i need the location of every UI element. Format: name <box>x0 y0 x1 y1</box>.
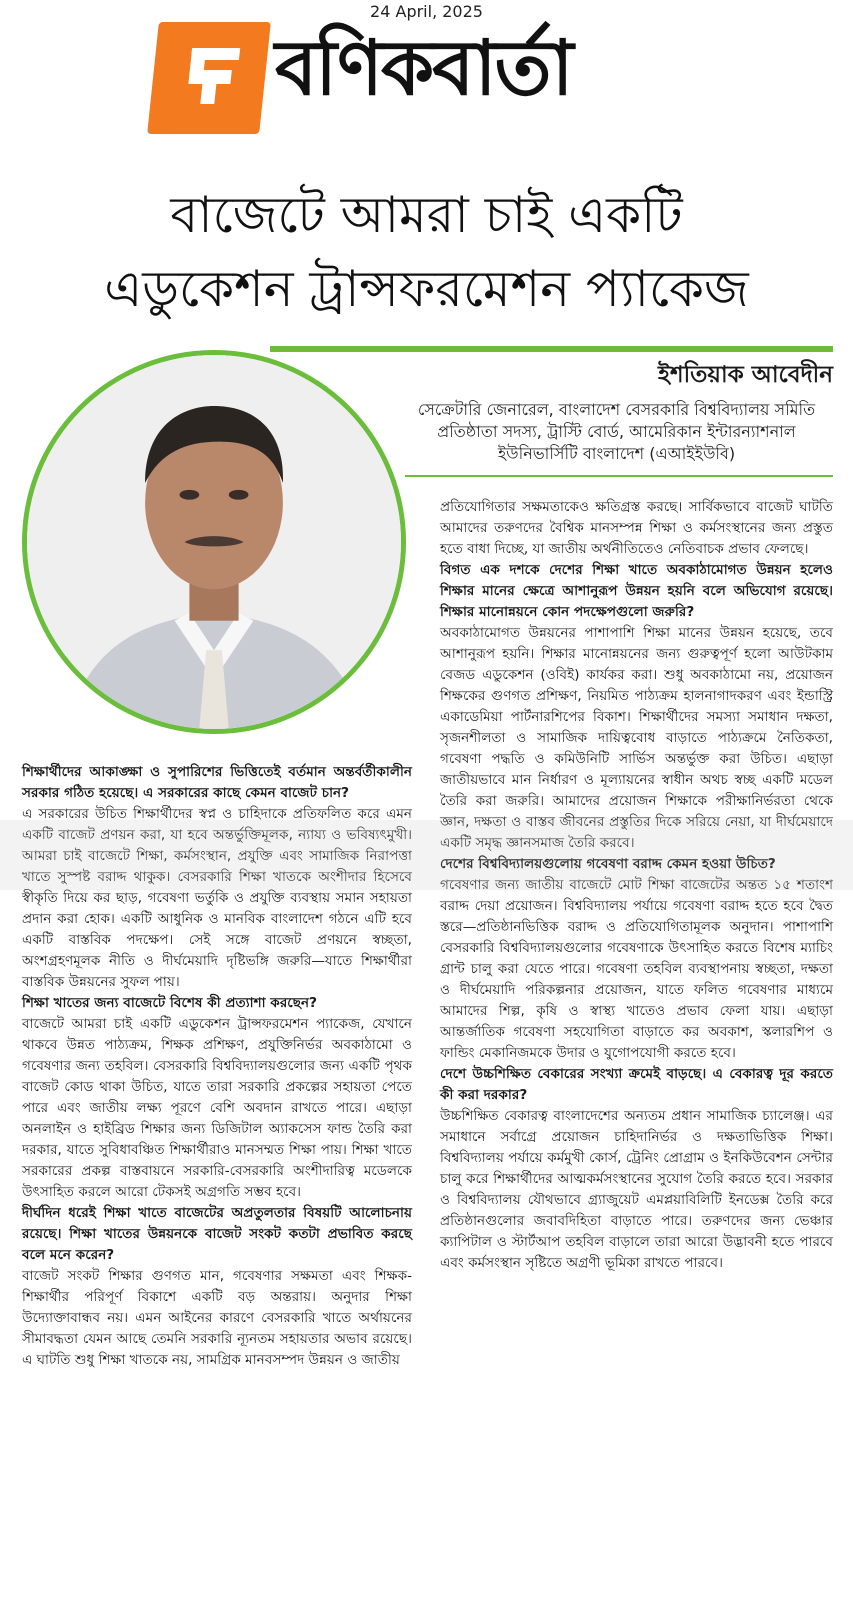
article-headline <box>10 178 843 326</box>
interview-answer: বাজেট সংকট শিক্ষার গুণগত মান, গবেষণার সক্ষমতা এবং শিক্ষক-শিক্ষার্থীর পরিপূর্ণ বিকাশে একটি বড় অন্তরায়। অনুদার শিক্ষা উদ্যোক্তাবান্ধব নয়। এমন আইনের কারণে বেসরকারি খাতে অর্থায়নের সীমাবদ্ধতা যেমন আছে তেমনি সরকারি ন্যূনতম সহায়তার অভাব রয়েছে। এ ঘাটতি শুধু শিক্ষা খাতকে নয়, সামগ্রিক মানবসম্পদ উন্নয়ন ও জাতীয় <box>22 1268 412 1368</box>
green-divider-author <box>405 475 833 477</box>
author-name: ইশতিয়াক আবেদীন <box>658 362 833 388</box>
author-role-3: ইউনিভার্সিটি বাংলাদেশ (এআইইউবি) <box>497 444 736 463</box>
interview-answer: প্রতিযোগিতার সক্ষমতাকেও ক্ষতিগ্রস্ত করছে। সার্বিকভাবে বাজেট ঘাটতি আমাদের তরুণদের বৈশ্বিক মানসম্পন্ন শিক্ষা ও কর্মসংস্থানের জন্য প্রস্তুত হতে বাধা দিচ্ছে, যা জাতীয় অর্থনীতিতেও নেতিবাচক প্রভাব ফেলছে। <box>440 499 833 557</box>
interview-answer: উচ্চশিক্ষিত বেকারত্ব বাংলাদেশের অন্যতম প্রধান সামাজিক চ্যালেঞ্জ। এর সমাধানে সর্বাগ্রে প্রয়োজন চাহিদানির্ভর ও দক্ষতাভিত্তিক শিক্ষা। বিশ্ববিদ্যালয় পর্যায়ে কর্মমুখী কোর্স, ট্রেনিং প্রোগ্রাম ও ইনকিউবেশন সেন্টার চালু করে শিক্ষার্থীদের আত্মকর্মসংস্থানের সুযোগ তৈরি করতে হবে। সরকার ও বিশ্ববিদ্যালয় যৌথভাবে গ্র্যাজুয়েট এমপ্লয়াবিলিটি ইনডেক্স তৈরি করে প্রতিষ্ঠানগুলোর জবাবদিহিতা বাড়াতে পারে। তরুণদের জন্য ভেঞ্চার ক্যাপিটাল ও স্টার্টআপ তহবিল বাড়ালে তারা আরো উদ্ভাবনী হতে পারবে এবং কর্মসংস্থান সৃষ্টিতে অগ্রণী ভূমিকা রাখতে পারবে। <box>440 1108 833 1271</box>
interview-question: শিক্ষা খাতের জন্য বাজেটে বিশেষ কী প্রত্যাশা করছেন? <box>22 995 317 1011</box>
interview-answer: এ সরকারের উচিত শিক্ষার্থীদের স্বপ্ন ও চাহিদাকে প্রতিফলিত করে এমন একটি বাজেট প্রণয়ন করা, যা হবে অন্তর্ভুক্তিমূলক, ন্যায্য ও ভবিষ্যৎমুখী। আমরা চাই বাজেটে শিক্ষা, কর্মসংস্থান, প্রযুক্তি এবং সামাজিক নিরাপত্তা খাতে সুস্পষ্ট বরাদ্দ থাকুক। বেসরকারি শিক্ষা খাতকে অংশীদার হিসেবে স্বীকৃতি দিয়ে কর ছাড়, গবেষণা ভর্তুকি ও প্রযুক্তি ব্যবস্থায় সমান সহায়তা প্রদান করা হোক। একটি আধুনিক ও মানবিক বাংলাদেশ গঠনে এটি হবে একটি বাস্তবিক পদক্ষেপ। সেই সঙ্গে বাজেট প্রণয়নে স্বচ্ছতা, অংশগ্রহণমূলক নীতি ও দীর্ঘমেয়াদি দৃষ্টিভঙ্গি জরুরি—যাতে শিক্ষার্থীরা বাস্তবিক উন্নয়নের সুফল পায়। <box>22 806 412 990</box>
interview-answer: অবকাঠামোগত উন্নয়নের পাশাপাশি শিক্ষা মানের উন্নয়ন হয়েছে, তবে আশানুরূপ হয়নি। শিক্ষার মানোন্নয়নের জন্য গুরুত্বপূর্ণ হলো আউটকাম বেজড এডুকেশন (ওবিই) কার্যকর করা। শুধু অবকাঠামো নয়, প্রয়োজন শিক্ষকের গুণগত প্রশিক্ষণ, নিয়মিত পাঠ্যক্রম হালনাগাদকরণ এবং ইন্ডাস্ট্রি একাডেমিয়া পার্টনারশিপের বিকাশ। শিক্ষার্থীদের সমস্যা সমাধান দক্ষতা, সৃজনশীলতা ও সামাজিক দায়িত্ববোধ বাড়াতে পাঠ্যক্রমে নৈতিকতা, গবেষণা পদ্ধতি ও কমিউনিটি সার্ভিস অন্তর্ভুক্ত করা উচিত। এছাড়া জাতীয়ভাবে মান নির্ধারণ ও মূল্যায়নের স্বাধীন অথচ স্বচ্ছ একটি মডেল তৈরি করা জরুরি। আমাদের প্রয়োজন শিক্ষাকে পরীক্ষানির্ভরতা থেকে জ্ঞান, দক্ষতা ও বাস্তব জীবনের প্রস্তুতির দিকে সরিয়ে নেয়া, যা দীর্ঘমেয়াদে একটি সমৃদ্ধ জ্ঞানসমাজ তৈরি করবে। <box>440 625 833 851</box>
author-role-2: প্রতিষ্ঠাতা সদস্য, ট্রাস্টি বোর্ড, আমেরিকান ইন্টারন্যাশনাল <box>437 422 796 441</box>
publication-date: 24 April, 2025 <box>370 2 483 21</box>
logo-glyph <box>179 40 247 112</box>
masthead <box>153 22 713 137</box>
author-portrait <box>22 350 406 734</box>
interview-answer: গবেষণার জন্য জাতীয় বাজেটে মোট শিক্ষা বাজেটের অন্তত ১৫ শতাংশ বরাদ্দ দেয়া প্রয়োজন। বিশ্ববিদ্যালয় পর্যায়ে গবেষণা বরাদ্দ হতে হবে দ্বৈত স্তরে—প্রতিষ্ঠানভিত্তিক বরাদ্দ ও প্রতিযোগিতামূলক অনুদান। পাশাপাশি বেসরকারি বিশ্ববিদ্যালয়গুলোর গবেষণাকে উৎসাহিত করতে বিশেষ ম্যাচিং গ্রান্ট চালু করা যেতে পারে। গবেষণা তহবিল ব্যবস্থাপনায় স্বচ্ছতা, দক্ষতা ও দীর্ঘমেয়াদি পরিকল্পনার প্রয়োজন, যাতে ফলিত গবেষণার মাধ্যমে আমাদের শিল্প, কৃষি ও স্বাস্থ্য খাতেও প্রভাব ফেলা যায়। এছাড়া আন্তর্জাতিক গবেষণা সহযোগিতা বাড়াতে কর অবকাশ, স্কলারশিপ ও ফান্ডিং মেকানিজমকে উদার ও যুগোপযোগী করতে হবে। <box>440 877 833 1061</box>
interview-question: দেশের বিশ্ববিদ্যালয়গুলোয় গবেষণা বরাদ্দ কেমন হওয়া উচিত? <box>440 856 776 872</box>
author-block <box>360 356 833 465</box>
headline-line-1: বাজেটে আমরা চাই একটি <box>170 186 683 244</box>
banik-barta-logo-icon <box>147 22 271 134</box>
article-column-right <box>440 497 833 1274</box>
interview-question: দেশে উচ্চশিক্ষিত বেকারের সংখ্যা ক্রমেই বাড়ছে। এ বেকারত্ব দূর করতে কী করা দরকার? <box>440 1066 833 1103</box>
headline-line-2: এডুকেশন ট্রান্সফরমেশন প্যাকেজ <box>104 260 749 318</box>
article-column-left <box>22 762 412 1371</box>
interview-answer: বাজেটে আমরা চাই একটি এডুকেশন ট্রান্সফরমেশন প্যাকেজ, যেখানে থাকবে উন্নত পাঠ্যক্রম, শিক্ষক প্রশিক্ষণ, প্রযুক্তিনির্ভর অবকাঠামো ও গবেষণার জন্য তহবিল। বেসরকারি বিশ্ববিদ্যালয়গুলোর জন্য একটি পৃথক বাজেট কোড থাকা উচিত, যাতে তারা সরকারি প্রকল্পের সহায়তা পেতে পারে এবং জাতীয় লক্ষ্য পূরণে বেশি অবদান রাখতে পারে। এছাড়া অনলাইন ও হাইব্রিড শিক্ষার জন্য ডিজিটাল অ্যাকসেস ফান্ড তৈরি করা দরকার, যাতে সুবিধাবঞ্চিত শিক্ষার্থীরাও মানসম্মত শিক্ষা পায়। শিক্ষা খাতে সরকারের প্রকল্প বাস্তবায়নে সরকারি-বেসরকারি অংশীদারিত্ব মডেলকে উৎসাহিত করলে আরো টেকসই অগ্রগতি সম্ভব হবে। <box>22 1016 412 1200</box>
brand-name: বণিকবার্তা <box>275 23 572 112</box>
interview-question: বিগত এক দশকে দেশের শিক্ষা খাতে অবকাঠামোগত উন্নয়ন হলেও শিক্ষার মানের ক্ষেত্রে আশানুরূপ উন্নয়ন হয়নি বলে অভিযোগ রয়েছে। শিক্ষার মানোন্নয়নে কোন পদক্ষেপগুলো জরুরি? <box>440 562 833 620</box>
author-role-1: সেক্রেটারি জেনারেল, বাংলাদেশ বেসরকারি বিশ্ববিদ্যালয় সমিতি <box>417 400 816 419</box>
interview-question: দীর্ঘদিন ধরেই শিক্ষা খাতে বাজেটের অপ্রতুলতার বিষয়টি আলোচনায় রয়েছে। শিক্ষা খাতের উন্নয়নকে বাজেট সংকট কতটা প্রভাবিত করছে বলে মনে করেন? <box>22 1205 412 1263</box>
green-divider-top <box>270 346 833 352</box>
interview-question: শিক্ষার্থীদের আকাঙ্ক্ষা ও সুপারিশের ভিত্তিতেই বর্তমান অন্তর্বর্তীকালীন সরকার গঠিত হয়েছে। এ সরকারের কাছে কেমন বাজেট চান? <box>22 764 412 801</box>
